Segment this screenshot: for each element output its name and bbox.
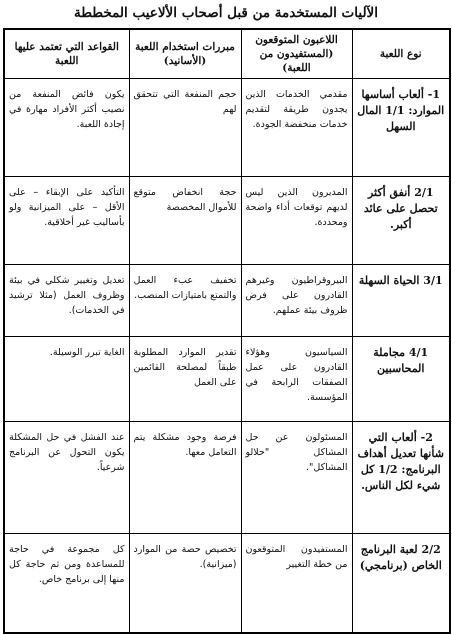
- table-row: [4, 534, 450, 633]
- cell-rules: التأكيد على الإبقاء – على الأقل – على الميزانية ولو بأساليب غير أخلاقية.: [4, 177, 129, 265]
- cell-type: 2/1 أنفق أكثر تحصل على عائد أكبر.: [352, 177, 450, 265]
- table-row: [4, 79, 450, 177]
- table-row: [4, 337, 450, 422]
- cell-justifications: تخفيف عبء العمل والتمتع بامتيازات المنصب.: [129, 265, 241, 337]
- cell-rules: الغاية تبرر الوسيلة.: [4, 337, 129, 422]
- cell-type: 4/1 مجاملة المحاسبين: [352, 337, 450, 422]
- cell-type: 1- ألعاب أساسها الموارد: 1/1 المال السهل: [352, 79, 450, 177]
- table-row: [4, 265, 450, 337]
- cell-type: 2- ألعاب التي شأنها تعديل أهداف البرنامج: 1/2 كل شيء لكل الناس.: [352, 422, 450, 534]
- cell-rules: يكون فائض المنفعة من نصيب أكثر الأفراد مهارة في إجادة اللعبة.: [4, 79, 129, 177]
- cell-players: البيروقراطيون وغيرهم القادرون على فرض ظروف بيئة عملهم.: [241, 265, 352, 337]
- cell-players: المسئولون عن حل المشاكل "حلالو المشاكل".: [241, 422, 352, 534]
- header-justifications: مبررات استخدام اللعبة (الأسانيد): [129, 29, 241, 79]
- table-header-row: [4, 29, 450, 79]
- header-rules: القواعد التي تعتمد عليها اللعبة: [4, 29, 129, 79]
- cell-players: المديرون الذين ليس لديهم توقعات أداء واضحة ومحددة.: [241, 177, 352, 265]
- cell-players: السياسيون وهؤلاء القادرون على عمل الصفقات الرابحة في المؤسسة.: [241, 337, 352, 422]
- header-players: اللاعبون المتوقعون (المستفيدون من اللعبة): [241, 29, 352, 79]
- cell-rules: عند الفشل في حل المشكلة يكون التحول عن البرنامج شرعياً.: [4, 422, 129, 534]
- games-table: [3, 28, 451, 634]
- cell-justifications: تقدير الموارد المطلوبة طبقاً لمصلحة القائمين على العمل: [129, 337, 241, 422]
- cell-justifications: فرصة وجود مشكلة يتم التعامل معها.: [129, 422, 241, 534]
- cell-type: 3/1 الحياة السهلة: [352, 265, 450, 337]
- cell-justifications: حجة انخفاض متوقع للأموال المخصصة: [129, 177, 241, 265]
- cell-players: المستفيدون المتوقعون من خطة التغيير: [241, 534, 352, 633]
- header-type: نوع اللعبة: [352, 29, 450, 79]
- table-row: [4, 422, 450, 534]
- page-title: الآليات المستخدمة من قبل أصحاب الألاعيب المخططة: [73, 5, 379, 21]
- table-row: [4, 177, 450, 265]
- cell-players: مقدمي الخدمات الذين يجدون طريقة لتقديم خدمات منخفضة الجودة.: [241, 79, 352, 177]
- cell-rules: كل مجموعة في حاجة للمساعدة ومن ثم حاجة كل منها إلى برنامج خاص.: [4, 534, 129, 633]
- cell-rules: تعديل وتغيير شكلي في بيئة وظروف العمل (مثلا ترشيد في الخدمات).: [4, 265, 129, 337]
- cell-type: 2/2 لعبة البرنامج الخاص (برنامجي): [352, 534, 450, 633]
- cell-justifications: تخصيص حصة من الموارد (ميزانية).: [129, 534, 241, 633]
- cell-justifications: حجم المنفعة التي تتحقق لهم: [129, 79, 241, 177]
